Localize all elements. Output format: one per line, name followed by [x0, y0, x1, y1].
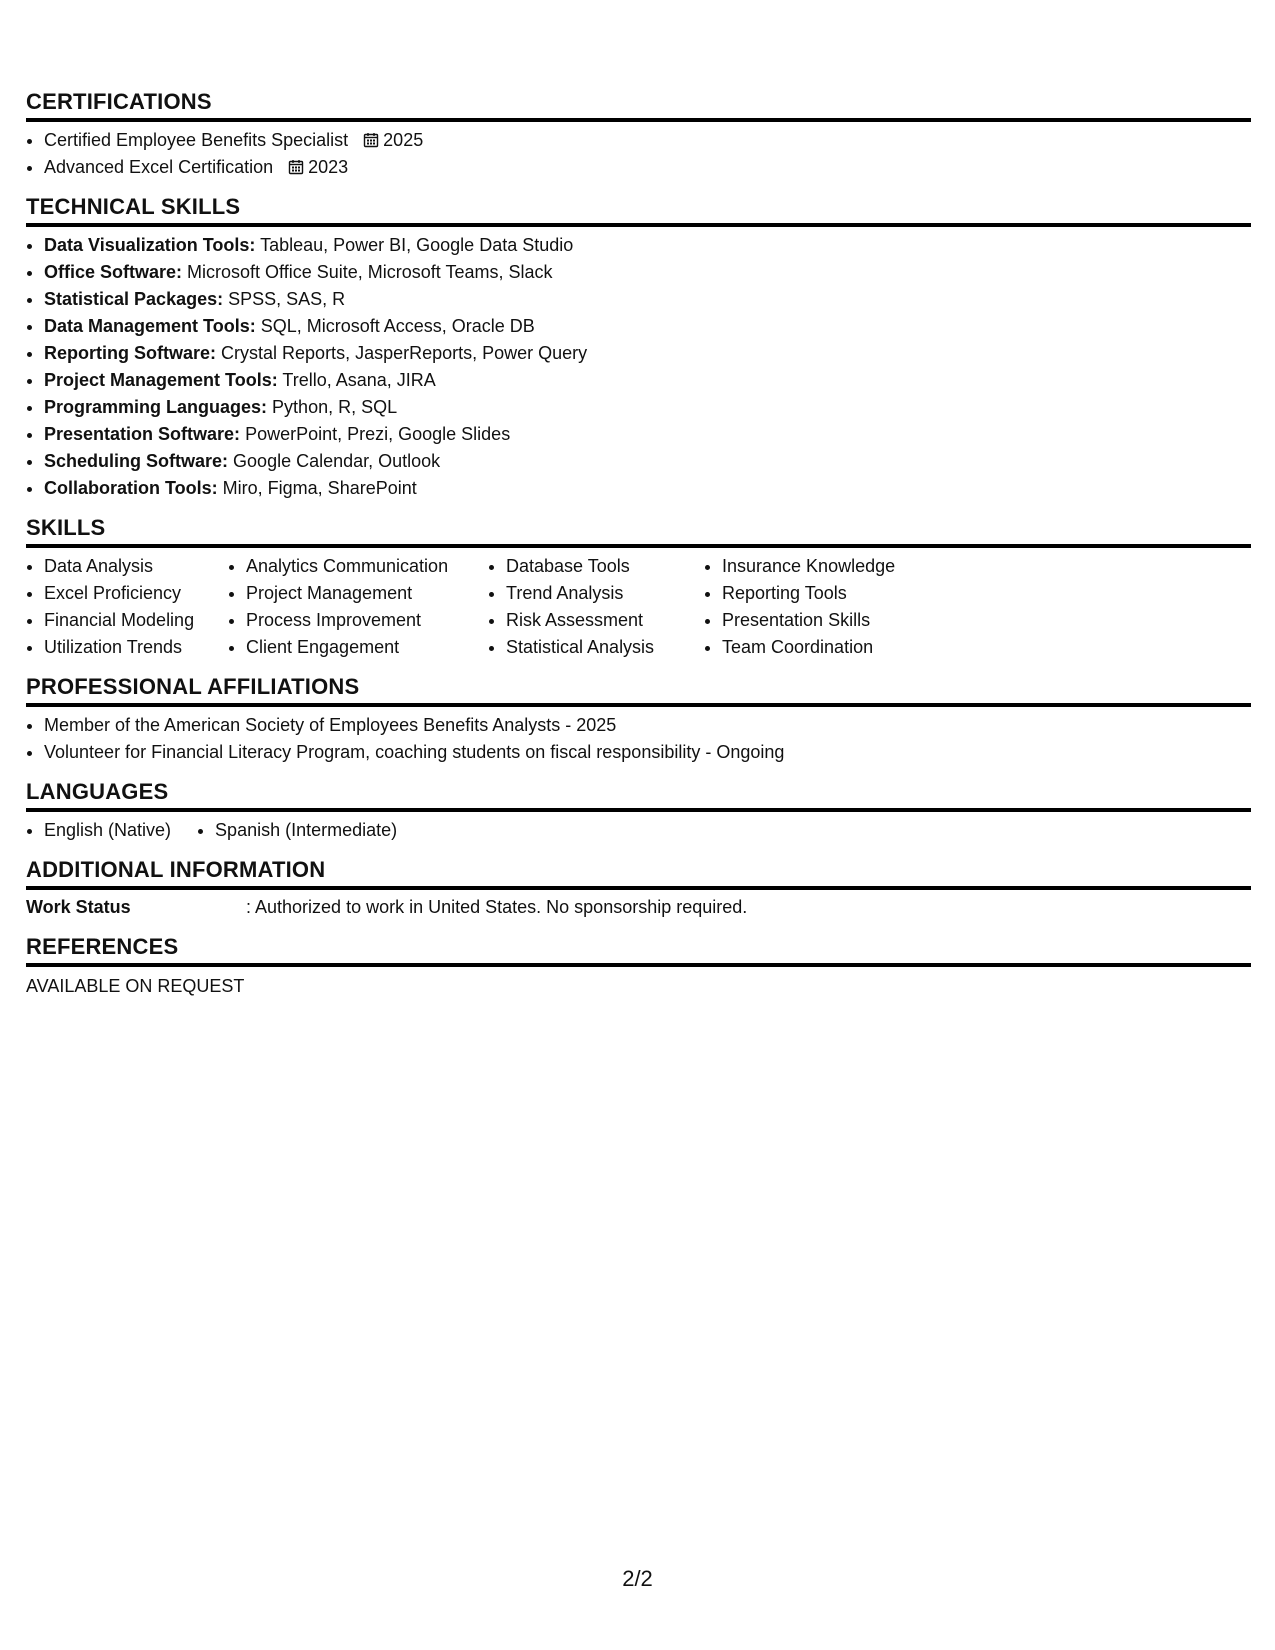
skill-category: Statistical Packages:: [44, 289, 224, 309]
certification-year: 2025: [383, 130, 424, 150]
list-item: • Process Improvement: [246, 607, 488, 634]
list-item: [44, 232, 1251, 259]
skill-tools: Miro, Figma, SharePoint: [222, 478, 417, 498]
list-item: [44, 313, 1251, 340]
skills-heading: SKILLS: [26, 514, 1251, 548]
skills-column-4: [704, 553, 982, 661]
technical-skills-section: [26, 193, 1251, 502]
skill-tools: Tableau, Power BI, Google Data Studio: [260, 235, 574, 255]
list-item: • Database Tools: [506, 553, 704, 580]
list-item: [44, 421, 1251, 448]
skill-tools: SQL, Microsoft Access, Oracle DB: [260, 316, 535, 336]
list-item: • Insurance Knowledge: [722, 553, 982, 580]
certification-name: Advanced Excel Certification: [44, 157, 274, 177]
skill-category: Scheduling Software:: [44, 451, 229, 471]
certification-date: [363, 130, 423, 150]
list-item: [44, 259, 1251, 286]
skill-category: Project Management Tools:: [44, 370, 278, 390]
list-item: • Presentation Skills: [722, 607, 982, 634]
work-status-value: : Authorized to work in United States. No sponsorship required.: [246, 897, 748, 917]
list-item: • Member of the American Society of Employees Benefits Analysts - 2025: [44, 712, 1251, 739]
affiliations-heading: PROFESSIONAL AFFILIATIONS: [26, 673, 1251, 707]
additional-info-section: [26, 856, 1251, 921]
list-item: • Volunteer for Financial Literacy Program, coaching students on fiscal responsibility - Ongoing: [44, 739, 1251, 766]
skill-tools: Microsoft Office Suite, Microsoft Teams, Slack: [187, 262, 553, 282]
list-item: • Client Engagement: [246, 634, 488, 661]
languages-heading: LANGUAGES: [26, 778, 1251, 812]
list-item: [44, 475, 1251, 502]
affiliations-list: [26, 712, 1251, 766]
list-item: [44, 154, 1251, 181]
calendar-icon: [363, 132, 379, 148]
list-item: • Spanish (Intermediate): [215, 817, 397, 844]
list-item: • Project Management: [246, 580, 488, 607]
list-item: • Financial Modeling: [44, 607, 228, 634]
certifications-section: [26, 88, 1251, 181]
skill-category: Office Software:: [44, 262, 183, 282]
skill-tools: SPSS, SAS, R: [228, 289, 346, 309]
skill-category: Data Visualization Tools:: [44, 235, 256, 255]
list-item: [44, 127, 1251, 154]
resume-page: [26, 88, 1251, 1012]
list-item: • Analytics Communication: [246, 553, 488, 580]
skills-column-3: [488, 553, 704, 661]
certification-year: 2023: [308, 157, 349, 177]
skill-tools: Trello, Asana, JIRA: [282, 370, 436, 390]
calendar-icon: [288, 159, 304, 175]
skills-column-1: [26, 553, 228, 661]
skill-tools: Python, R, SQL: [272, 397, 398, 417]
certifications-heading: CERTIFICATIONS: [26, 88, 1251, 122]
list-item: • Statistical Analysis: [506, 634, 704, 661]
list-item: • Reporting Tools: [722, 580, 982, 607]
skills-section: [26, 514, 1251, 661]
references-text: AVAILABLE ON REQUEST: [26, 976, 245, 996]
list-item: [44, 448, 1251, 475]
certification-date: [288, 157, 348, 177]
affiliations-section: [26, 673, 1251, 766]
skill-category: Programming Languages:: [44, 397, 268, 417]
technical-skills-list: [26, 232, 1251, 502]
technical-skills-heading: TECHNICAL SKILLS: [26, 193, 1251, 227]
skill-tools: PowerPoint, Prezi, Google Slides: [245, 424, 511, 444]
certifications-list: [26, 127, 1251, 181]
certification-name: Certified Employee Benefits Specialist: [44, 130, 349, 150]
work-status-row: [26, 894, 1251, 921]
list-item: • Team Coordination: [722, 634, 982, 661]
skill-category: Collaboration Tools:: [44, 478, 218, 498]
languages-section: [26, 778, 1251, 844]
list-item: • Data Analysis: [44, 553, 228, 580]
skill-category: Data Management Tools:: [44, 316, 256, 336]
list-item: [44, 367, 1251, 394]
page-number: 2/2: [622, 1566, 653, 1591]
skills-grid: [26, 553, 1251, 661]
skill-category: Reporting Software:: [44, 343, 217, 363]
list-item: [44, 340, 1251, 367]
skill-tools: Crystal Reports, JasperReports, Power Query: [221, 343, 588, 363]
list-item: • Risk Assessment: [506, 607, 704, 634]
list-item: [44, 394, 1251, 421]
additional-info-heading: ADDITIONAL INFORMATION: [26, 856, 1251, 890]
work-status-label: Work Status: [26, 897, 131, 917]
references-heading: REFERENCES: [26, 933, 1251, 967]
list-item: [44, 286, 1251, 313]
skill-tools: Google Calendar, Outlook: [233, 451, 441, 471]
list-item: • English (Native): [44, 817, 171, 844]
list-item: • Excel Proficiency: [44, 580, 228, 607]
languages-list: [26, 817, 1251, 844]
skill-category: Presentation Software:: [44, 424, 241, 444]
references-section: [26, 933, 1251, 1000]
list-item: • Trend Analysis: [506, 580, 704, 607]
skills-column-2: [228, 553, 488, 661]
list-item: • Utilization Trends: [44, 634, 228, 661]
